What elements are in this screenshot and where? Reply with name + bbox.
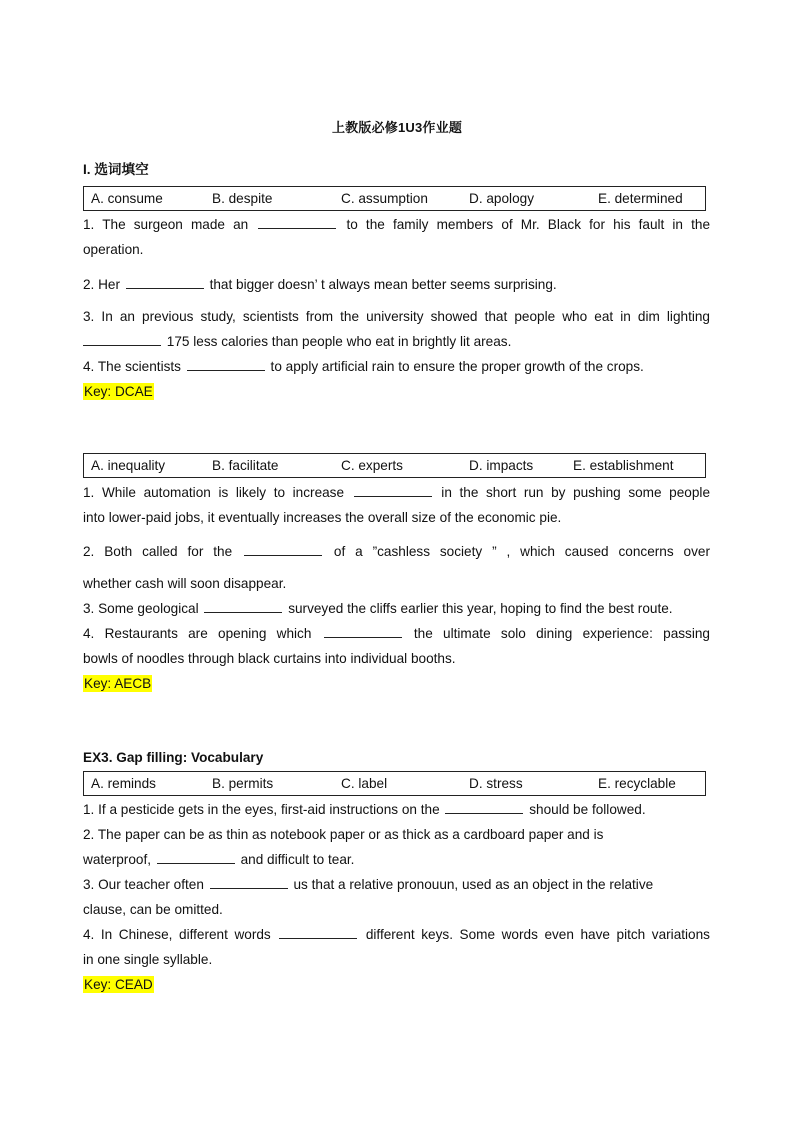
answer-blank (445, 802, 523, 814)
s2-question-1-cont: into lower-paid jobs, it eventually increases the overall size of the economic pie. (83, 510, 562, 525)
answer-blank (258, 217, 336, 229)
s3-question-2: 2. The paper can be as thin as notebook paper or as thick as a cardboard paper and is (83, 827, 604, 842)
option-d: D. impacts (469, 458, 534, 473)
section-3-options-box (83, 771, 706, 796)
s3-question-3: 3. Our teacher often us that a relative pronouun, used as an object in the relative (83, 877, 654, 892)
answer-blank (83, 334, 161, 346)
answer-blank (324, 626, 402, 638)
s1-question-4: 4. The scientists to apply artificial rain to ensure the proper growth of the crops. (83, 359, 644, 374)
answer-blank (354, 485, 432, 497)
answer-blank (204, 601, 282, 613)
s2-question-3: 3. Some geological surveyed the cliffs earlier this year, hoping to find the best route. (83, 601, 673, 616)
option-c: C. assumption (341, 191, 428, 206)
s2-question-2: 2. Both called for the of a ”cashless society ” , which caused concerns over (83, 544, 710, 559)
option-e: E. recyclable (598, 776, 676, 791)
s3-question-2-cont: waterproof, and difficult to tear. (83, 852, 355, 867)
s3-question-1: 1. If a pesticide gets in the eyes, first-aid instructions on the should be followed. (83, 802, 646, 817)
answer-blank (157, 852, 235, 864)
option-d: D. apology (469, 191, 534, 206)
s3-question-4-cont: in one single syllable. (83, 952, 213, 967)
answer-blank (210, 877, 288, 889)
answer-blank (126, 277, 204, 289)
s2-question-4-cont: bowls of noodles through black curtains into individual booths. (83, 651, 456, 666)
s3-question-3-cont: clause, can be omitted. (83, 902, 223, 917)
section-3-heading: EX3. Gap filling: Vocabulary (83, 750, 264, 765)
section-1-heading: I. 选词填空 (83, 162, 149, 177)
option-e: E. establishment (573, 458, 674, 473)
s2-answer-key: Key: AECB (84, 676, 152, 691)
s1-question-1-cont: operation. (83, 242, 144, 257)
answer-blank (244, 544, 322, 556)
option-a: A. consume (91, 191, 163, 206)
answer-blank (187, 359, 265, 371)
option-b: B. facilitate (212, 458, 279, 473)
option-d: D. stress (469, 776, 523, 791)
s1-answer-key: Key: DCAE (84, 384, 153, 399)
option-e: E. determined (598, 191, 683, 206)
option-b: B. permits (212, 776, 274, 791)
option-a: A. reminds (91, 776, 156, 791)
option-c: C. experts (341, 458, 403, 473)
document-title: 上教版必修1U3作业题 (331, 120, 463, 135)
option-c: C. label (341, 776, 388, 791)
answer-blank (279, 927, 357, 939)
s2-question-1: 1. While automation is likely to increase in the short run by pushing some people (83, 485, 711, 500)
s1-question-2: 2. Her that bigger doesn’ t always mean better seems surprising. (83, 277, 557, 292)
s3-answer-key: Key: CEAD (84, 977, 153, 992)
option-b: B. despite (212, 191, 273, 206)
s1-question-3-cont: 175 less calories than people who eat in brightly lit areas. (83, 333, 710, 350)
section-1-options-box (83, 186, 706, 211)
s1-question-3: 3. In an previous study, scientists from the university showed that people who eat in dim lighting (83, 309, 710, 324)
section-2-options-box (83, 453, 706, 478)
s1-question-1: 1. The surgeon made an to the family members of Mr. Black for his fault in the (83, 217, 711, 232)
s2-question-2-cont: whether cash will soon disappear. (83, 576, 287, 591)
option-a: A. inequality (91, 458, 166, 473)
s2-question-4: 4. Restaurants are opening which the ultimate solo dining experience: passing (83, 626, 710, 641)
s3-question-4: 4. In Chinese, different words different keys. Some words even have pitch variations (83, 927, 710, 942)
